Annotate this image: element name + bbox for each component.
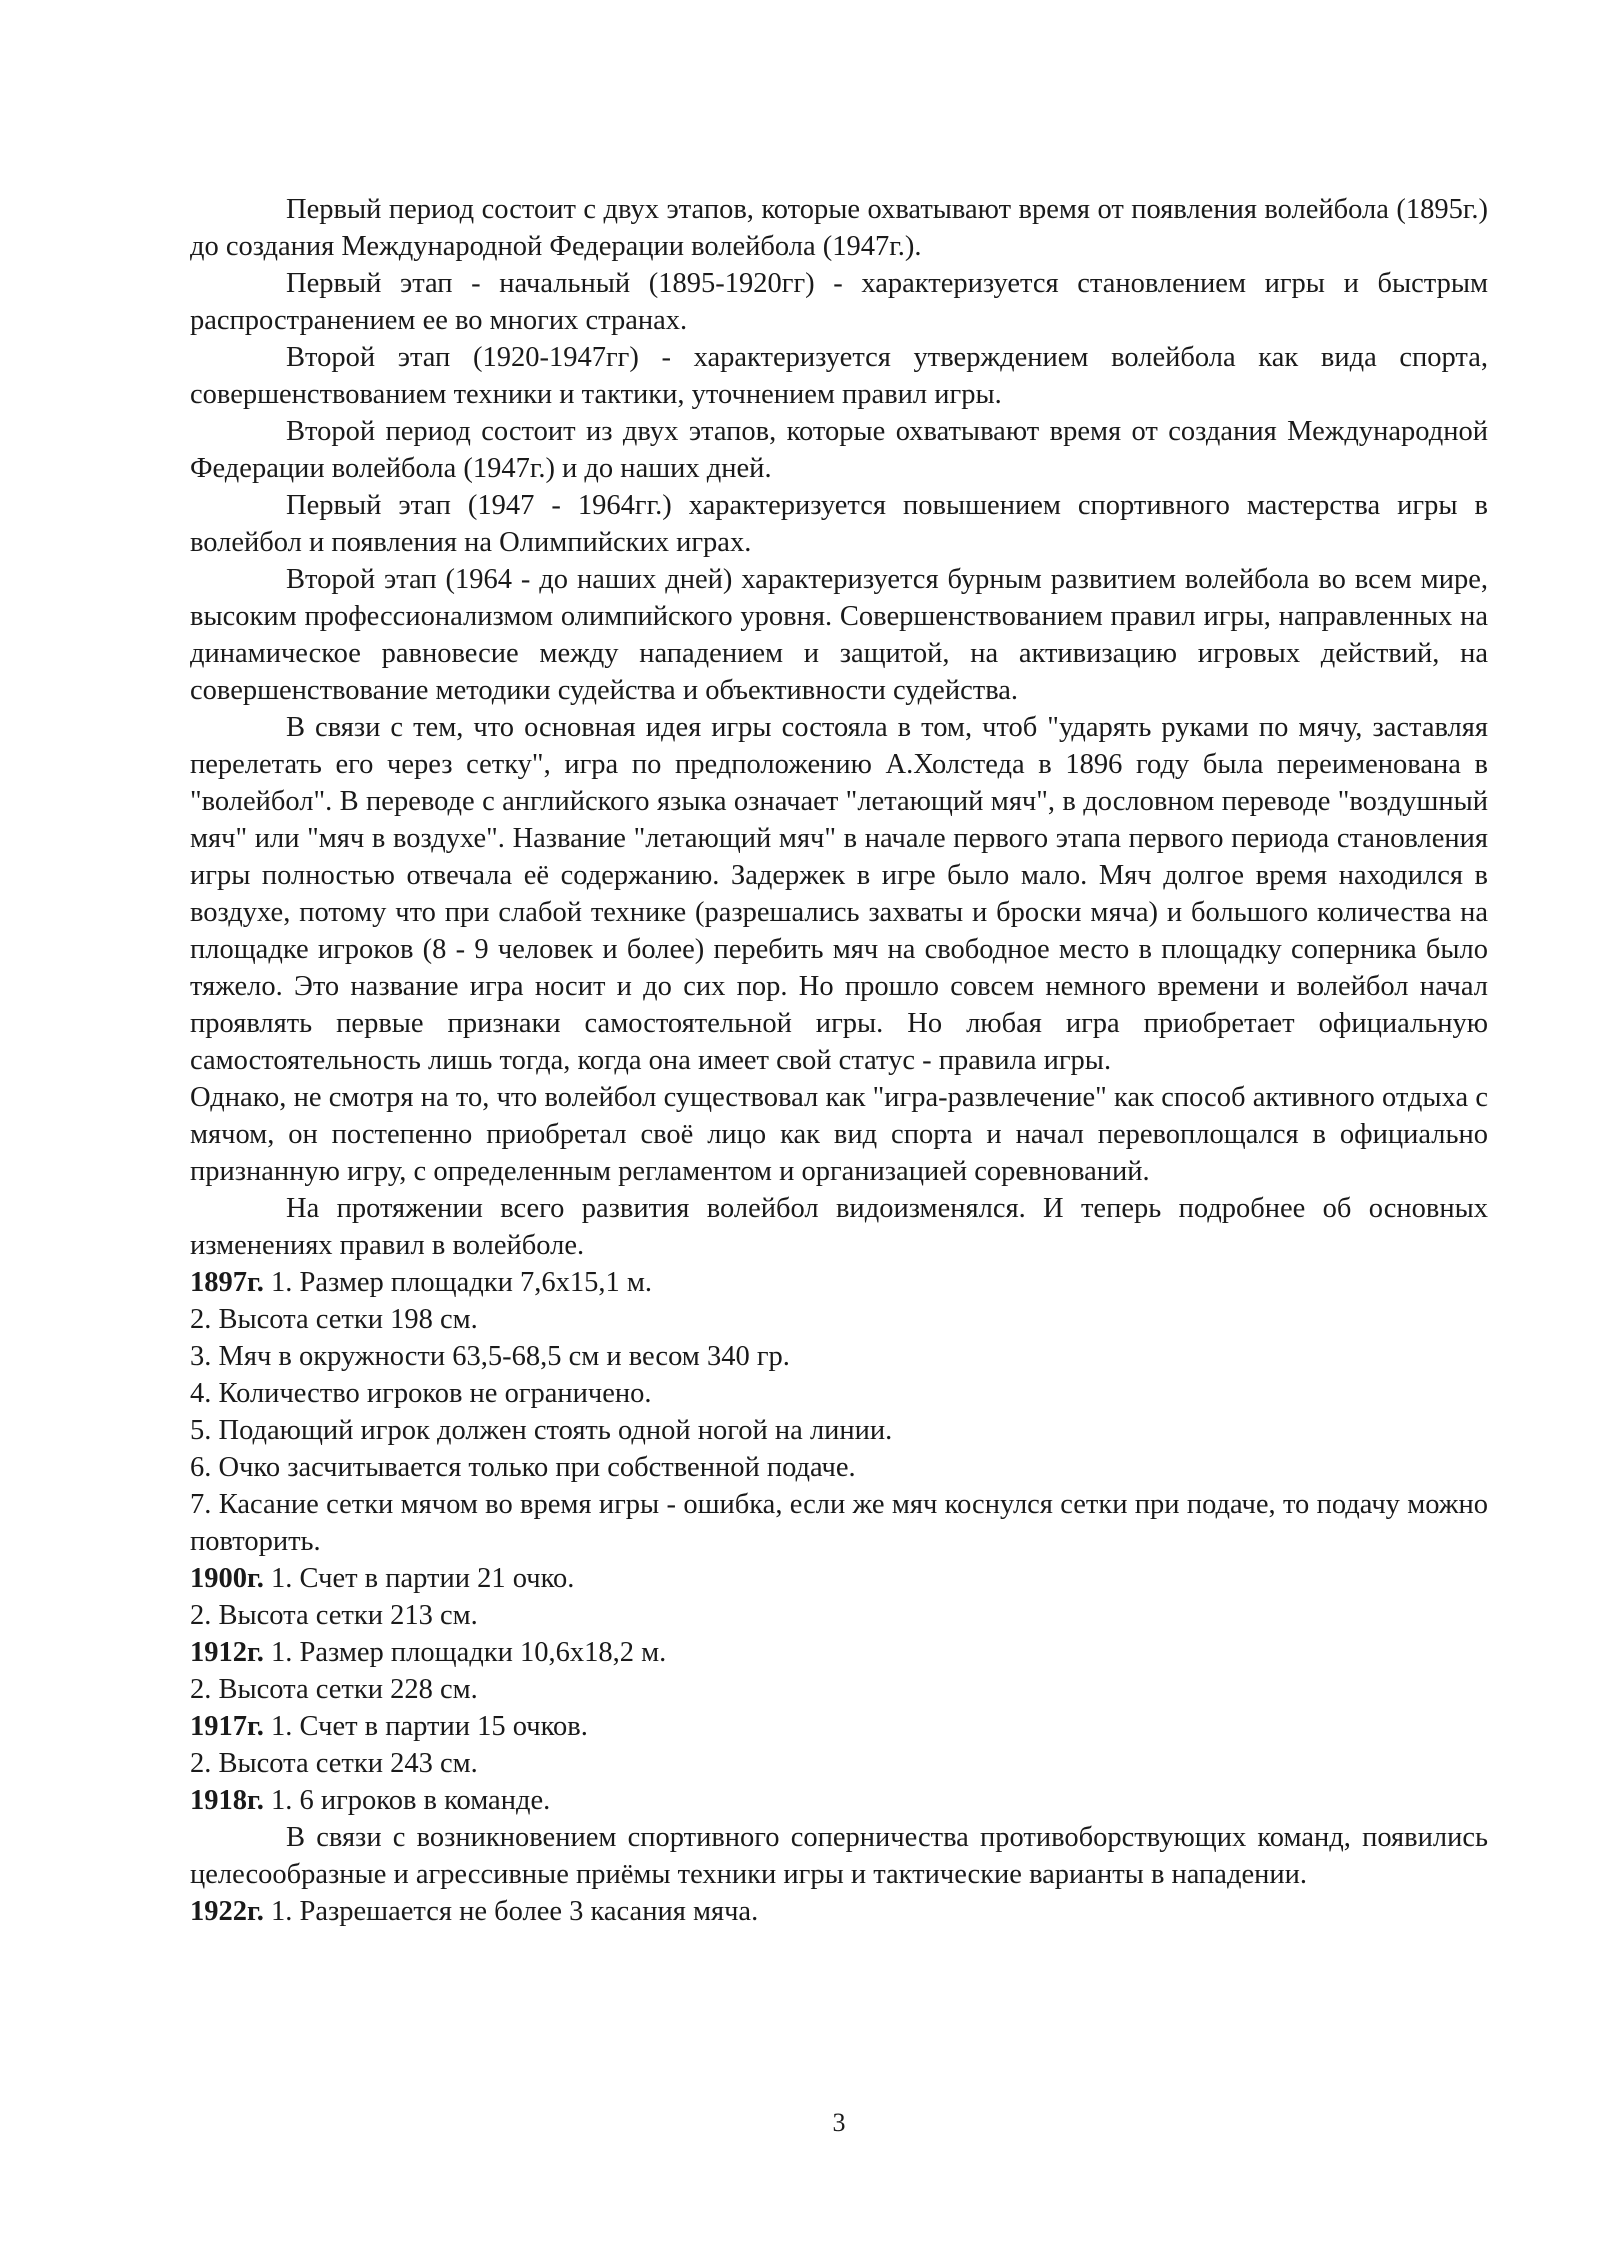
rules-1922-first bbox=[190, 1893, 1488, 1930]
rule-item: 6. Очко засчитывается только при собственной подаче. bbox=[190, 1452, 856, 1483]
paragraph-competition: В связи с возникновением спортивного соперничества противоборствующих команд, появились целесообразные и агрессивные приёмы техники игры и тактические варианты в нападении. bbox=[190, 1822, 1488, 1890]
year-label: 1918г. bbox=[190, 1785, 264, 1816]
paragraph-second-stage: Второй этап (1920-1947гг) - характеризуется утверждением волейбола как вида спорта, совершенствованием техники и тактики, уточнением правил игры. bbox=[190, 342, 1488, 410]
paragraph-period2-second-stage: Второй этап (1964 - до наших дней) характеризуется бурным развитием волейбола во всем мире, высоким профессионализмом олимпийского уровня. Совершенствованием правил игры, направленных на динамическое равновесие между нападением и защитой, на активизацию игровых действий, на совершенствование методики судейства и объективности судейства. bbox=[190, 564, 1488, 706]
rules-1897-first bbox=[190, 1264, 1488, 1301]
rules-1900-first bbox=[190, 1560, 1488, 1597]
rule-item: 7. Касание сетки мячом во время игры - ошибка, если же мяч коснулся сетки при подаче, то подачу можно повторить. bbox=[190, 1489, 1488, 1557]
year-label: 1897г. bbox=[190, 1267, 264, 1298]
rule-item: 2. Высота сетки 228 см. bbox=[190, 1674, 478, 1705]
rule-item: 1. 6 игроков в команде. bbox=[263, 1785, 551, 1816]
page-number: 3 bbox=[832, 2108, 846, 2137]
rules-1912-first bbox=[190, 1634, 1488, 1671]
rule-item: 2. Высота сетки 198 см. bbox=[190, 1304, 478, 1335]
paragraph-second-period: Второй период состоит из двух этапов, которые охватывают время от создания Международной Федерации волейбола (1947г.) и до наших дней. bbox=[190, 416, 1488, 484]
year-label: 1912г. bbox=[190, 1637, 264, 1668]
paragraph-first-stage: Первый этап - начальный (1895-1920гг) - характеризуется становлением игры и быстрым распространением ее во многих странах. bbox=[190, 268, 1488, 336]
paragraph-first-period: Первый период состоит с двух этапов, которые охватывают время от появления волейбола (1895г.) до создания Международной Федерации волейбола (1947г.). bbox=[190, 194, 1488, 262]
rules-1918-first bbox=[190, 1782, 1488, 1819]
rule-item: 1. Размер площадки 7,6х15,1 м. bbox=[263, 1267, 652, 1298]
year-label: 1917г. bbox=[190, 1711, 264, 1742]
rule-item: 2. Высота сетки 243 см. bbox=[190, 1748, 478, 1779]
rule-item: 5. Подающий игрок должен стоять одной ногой на линии. bbox=[190, 1415, 893, 1446]
rules-1917-first bbox=[190, 1708, 1488, 1745]
rule-item: 1. Счет в партии 21 очко. bbox=[263, 1563, 575, 1594]
paragraph-name-origin: В связи с тем, что основная идея игры состояла в том, чтоб "ударять руками по мячу, заставляя перелетать его через сетку", игра по предположению А.Холстеда в 1896 году была переименована в "волейбол". В переводе с английского языка означает "летающий мяч", в дословном переводе "воздушный мяч" или "мяч в воздухе". Название "летающий мяч" в начале первого этапа первого периода становления игры полностью отвечала её содержанию. Задержек в игре было мало. Мяч долгое время находился в воздухе, потому что при слабой технике (разрешались захваты и броски мяча) и большого количества на площадке игроков (8 - 9 человек и более) перебить мяч на свободное место в площадку соперника было тяжело. Это название игра носит и до сих пор. Но прошло совсем немного времени и волейбол начал проявлять первые признаки самостоятельной игры. Но любая игра приобретает официальную самостоятельность лишь тогда, когда она имеет свой статус - правила игры. bbox=[190, 712, 1488, 1076]
document-body bbox=[190, 191, 1488, 1930]
paragraph-period2-first-stage: Первый этап (1947 - 1964гг.) характеризуется повышением спортивного мастерства игры в волейбол и появления на Олимпийских играх. bbox=[190, 490, 1488, 558]
rule-item: 1. Размер площадки 10,6х18,2 м. bbox=[263, 1637, 667, 1668]
paragraph-rules-intro: На протяжении всего развития волейбол видоизменялся. И теперь подробнее об основных изменениях правил в волейболе. bbox=[190, 1193, 1488, 1261]
rule-item: 3. Мяч в окружности 63,5-68,5 см и весом 340 гр. bbox=[190, 1341, 790, 1372]
year-label: 1900г. bbox=[190, 1563, 264, 1594]
paragraph-sport-evolution: Однако, не смотря на то, что волейбол существовал как "игра-развлечение" как способ активного отдыха с мячом, он постепенно приобретал своё лицо как вид спорта и начал перевоплощался в официально признанную игру, с определенным регламентом и организацией соревнований. bbox=[190, 1082, 1488, 1187]
rule-item: 2. Высота сетки 213 см. bbox=[190, 1600, 478, 1631]
rule-item: 4. Количество игроков не ограничено. bbox=[190, 1378, 652, 1409]
year-label: 1922г. bbox=[190, 1896, 264, 1927]
rule-item: 1. Разрешается не более 3 касания мяча. bbox=[263, 1896, 759, 1927]
rule-item: 1. Счет в партии 15 очков. bbox=[263, 1711, 588, 1742]
